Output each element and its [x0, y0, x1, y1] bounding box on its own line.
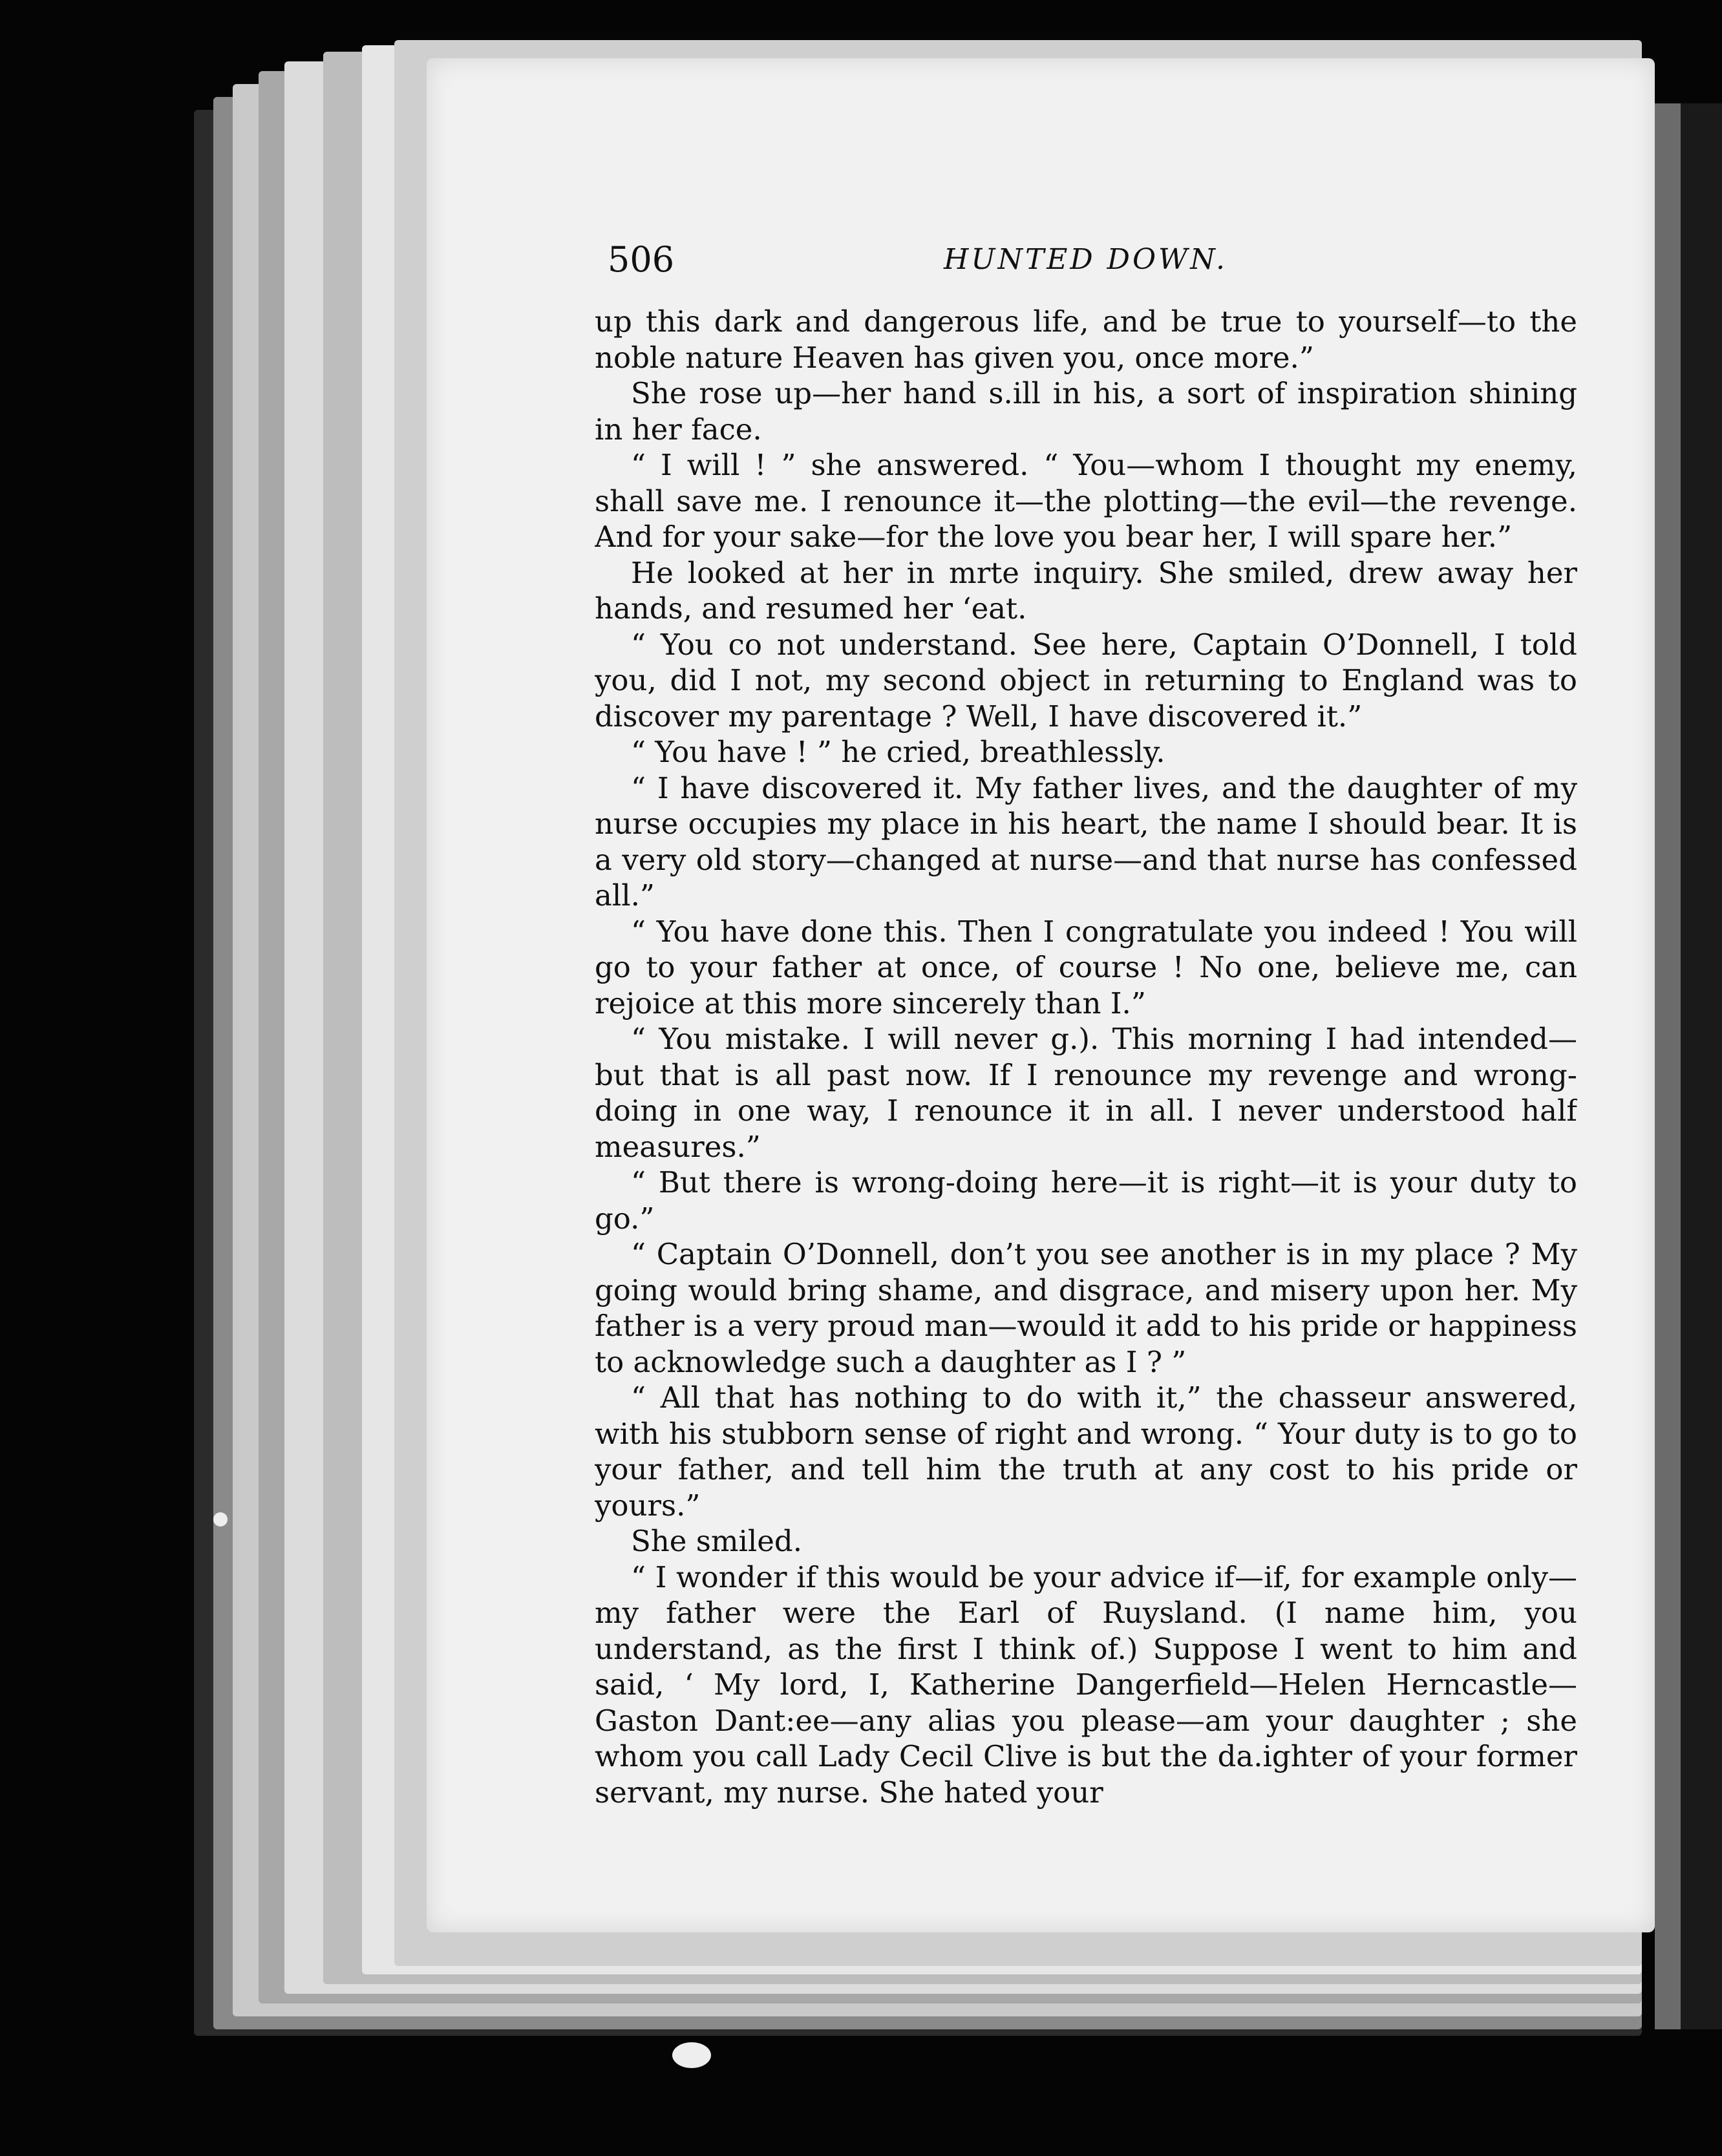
paragraph: “ I have discovered it. My father lives, and the daughter of my nurse occupies my place in his heart, the name I should bear. It is a very old story—changed at nurse—and that nurse has confessed all.” [595, 770, 1577, 913]
paragraph: She rose up—her hand s.ill in his, a sort of inspiration shining in her face. [595, 376, 1577, 447]
paragraph: “ I wonder if this would be your advice if—if, for example only—my father were the Earl of Ruysland. (I name him, you understand, as the first I think of.) Suppose I went to him and said, ‘ My lord, I, Katherine Dangerfield—Helen Herncastle—Gaston Dant:ee—any alias you please—am your daughter ; she whom you call Lady Cecil Clive is but the da.ighter of your former servant, my nurse. She hated your [595, 1559, 1577, 1810]
paragraph: He looked at her in mrte inquiry. She smiled, drew away her hands, and resumed her ‘eat. [595, 555, 1577, 626]
paragraph: She smiled. [631, 1524, 803, 1558]
paragraph: “ You have done this. Then I congratulate you indeed ! You will go to your father at once, of course ! No one, believe me, can rejoice at this more sincerely than I.” [595, 914, 1577, 1020]
facing-page-strip [1655, 103, 1681, 2029]
running-head [608, 234, 1564, 286]
paragraph: “ I will ! ” she answered. “ You—whom I thought my enemy, shall save me. I renounce it—the plotting—the evil—the revenge. And for your sake—for the love you bear her, I will spare her.” [595, 448, 1577, 554]
paragraph: “ You have ! ” he cried, breathlessly. [631, 735, 1165, 769]
running-title: HUNTED DOWN. [944, 243, 1228, 276]
paragraph: “ You co not understand. See here, Captain O’Donnell, I told you, did I not, my second object in returning to England was to discover my parentage ? Well, I have discovered it.” [595, 627, 1577, 734]
paragraph: “ All that has nothing to do with it,” the chasseur answered, with his stubborn sense of right and wrong. “ Your duty is to go to your father, and tell him the truth at any cost to his pride or yours.” [595, 1380, 1577, 1523]
paragraph: up this dark and dangerous life, and be true to yourself—to the noble nature Heaven has given you, once more.” [595, 304, 1577, 375]
paragraph: “ But there is wrong-doing here—it is right—it is your duty to go.” [595, 1165, 1577, 1236]
paragraph: “ You mistake. I will never g.). This morning I had intended—but that is all past now. If I renounce my revenge and wrong-doing in one way, I renounce it in all. I never understood half measures.” [595, 1022, 1577, 1164]
paper-speck [672, 2042, 711, 2068]
paragraph: “ Captain O’Donnell, don’t you see another is in my place ? My going would bring shame, and disgrace, and misery upon her. My father is a very proud man—would it add to his pride or happiness to acknowledge such a daughter as I ? ” [595, 1237, 1577, 1379]
facing-page-edge [1655, 103, 1722, 2029]
page-number: 506 [608, 239, 675, 280]
paper-speck [213, 1512, 228, 1527]
body-text [595, 304, 1577, 1907]
